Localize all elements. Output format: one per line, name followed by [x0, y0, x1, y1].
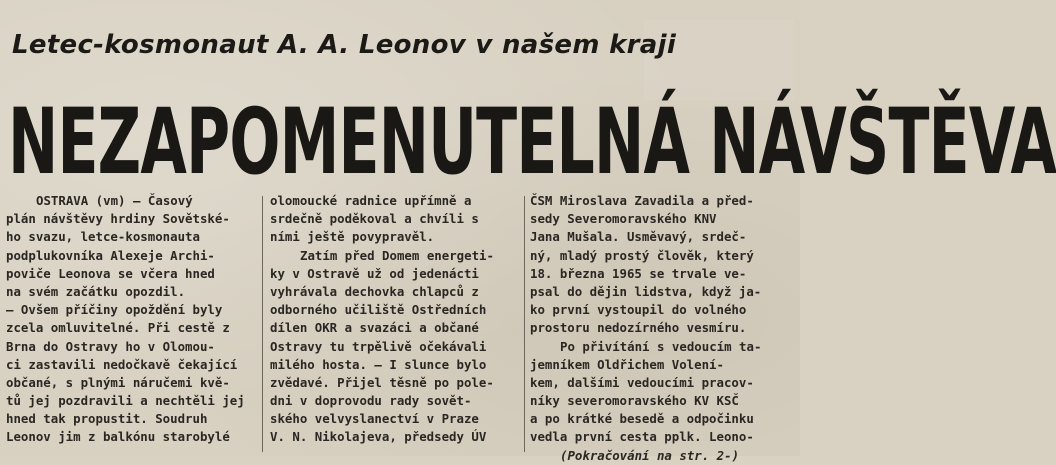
column-rule: [262, 196, 263, 452]
text-line: ci zastavili nedočkavě čekající: [6, 356, 238, 372]
text-line: V. N. Nikolajeva, předsedy ÚV: [270, 429, 487, 445]
text-line: níky severomoravského KV KSČ: [530, 393, 739, 409]
text-line: dni v doprovodu rady sovět-: [270, 393, 472, 409]
text-line: občané, s plnými náručemi kvě-: [6, 374, 230, 390]
text-line: olomoucké radnice upřímně a: [270, 193, 472, 208]
text-line: tů jej pozdravili a nechtěli jej: [6, 393, 245, 409]
text-line: na svém začátku opozdil.: [6, 283, 186, 299]
text-line: jemníkem Oldřichem Volení-: [530, 356, 724, 372]
column-rule: [524, 196, 525, 452]
text-line: zcela omluvitelné. Při cestě z: [6, 320, 230, 336]
text-line: ními ještě povypravěl.: [270, 229, 435, 245]
text-line: Brna do Ostravy ho v Olomou-: [6, 338, 215, 354]
text-line: ný, mladý prostý člověk, který: [530, 247, 754, 263]
text-line: — Ovšem příčiny opoždění byly: [6, 302, 223, 318]
text-line: OSTRAVA (vm) — Časový: [36, 193, 193, 208]
article-headline: NEZAPOMENUTELNÁ NÁVŠTĚVA: [8, 88, 1056, 195]
text-line: 18. března 1965 se trvale ve-: [530, 265, 747, 281]
text-line: podplukovníka Alexeje Archi-: [6, 247, 215, 263]
text-line: plán návštěvy hrdiny Sovětské-: [6, 211, 230, 227]
text-line: ČSM Miroslava Zavadila a před-: [530, 193, 754, 208]
text-line: ského velvyslanectví v Praze: [270, 411, 479, 427]
text-line: ko první vystoupil do volného: [530, 302, 747, 318]
article-column-3: [530, 192, 796, 465]
text-line: psal do dějin lidstva, když ja-: [530, 283, 762, 299]
text-line: poviče Leonova se včera hned: [6, 265, 215, 281]
text-line: ho svazu, letce-kosmonauta: [6, 229, 200, 245]
text-line: Leonov jim z balkónu starobylé: [6, 429, 230, 445]
text-line: vyhrávala dechovka chlapců z: [270, 283, 479, 299]
text-line: dílen OKR a svazáci a občané: [270, 320, 479, 336]
article-column-2: [270, 192, 520, 447]
text-line: a po krátké besedě a odpočinku: [530, 411, 754, 427]
text-line: Zatím před Domem energeti-: [300, 247, 494, 263]
text-line: srdečně poděkoval a chvíli s: [270, 211, 479, 227]
text-line: Jana Mušala. Usměvavý, srdeč-: [530, 229, 747, 245]
text-line: Po přivítání s vedoucím ta-: [560, 338, 762, 354]
text-line: sedy Severomoravského KNV: [530, 211, 717, 227]
text-line: zvědavé. Přijel těsně po pole-: [270, 374, 494, 390]
text-line: vedla první cesta pplk. Leono-: [530, 429, 754, 445]
text-line: milého hosta. — I slunce bylo: [270, 356, 487, 372]
text-line: Ostravy tu trpělivě očekávali: [270, 338, 487, 354]
text-line: prostoru nedozírného vesmíru.: [530, 320, 747, 336]
text-line: kem, dalšími vedoucími pracov-: [530, 374, 754, 390]
article-kicker: Letec-kosmonaut A. A. Leonov v našem kraji: [12, 30, 677, 60]
text-line: odborného učiliště Ostředních: [270, 302, 487, 318]
text-line: ky v Ostravě už od jedenácti: [270, 265, 479, 281]
article-column-1: [6, 192, 258, 447]
continuation-note: (Pokračování na str. 2-): [560, 447, 740, 463]
text-line: hned tak propustit. Soudruh: [6, 411, 208, 427]
